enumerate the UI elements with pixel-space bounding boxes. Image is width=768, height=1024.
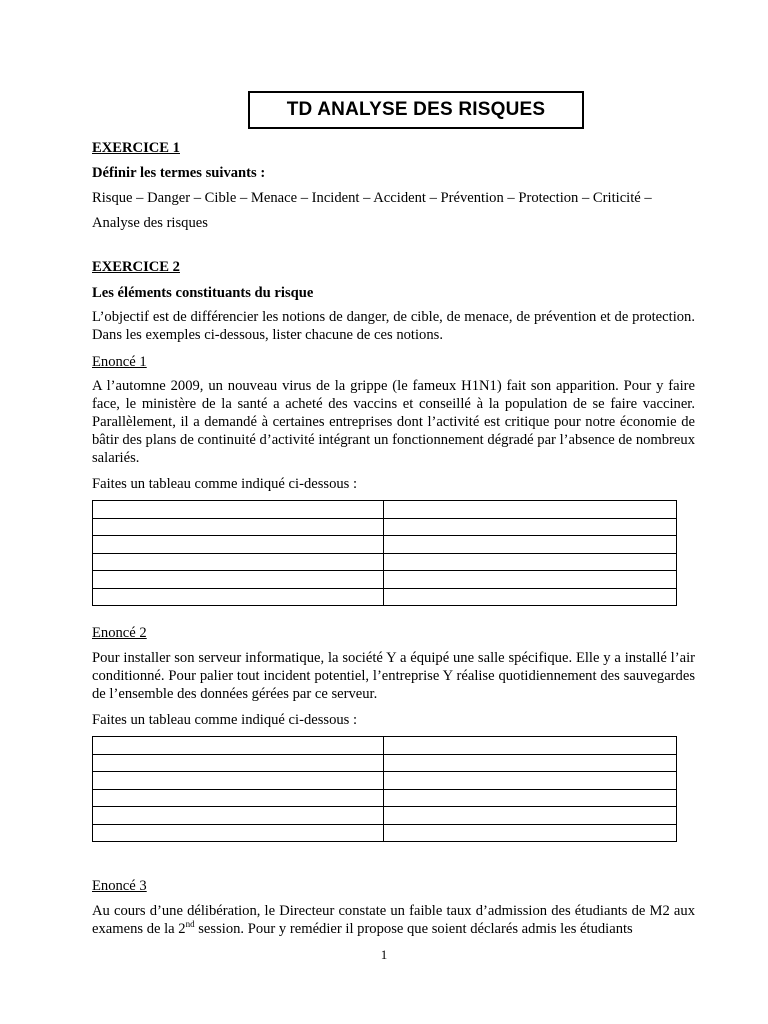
exercise-1-subheading: Définir les termes suivants : (92, 165, 266, 181)
table-cell (93, 536, 384, 554)
table-cell (93, 754, 384, 772)
table-row (93, 772, 677, 790)
table-cell (93, 571, 384, 589)
enonce-2-instruction: Faites un tableau comme indiqué ci-dessous : (92, 712, 358, 728)
table-row (93, 588, 677, 606)
table-row (93, 553, 677, 571)
enonce-2-label: Enoncé 2 (92, 625, 147, 641)
exercise-1-terms-line-1: Risque – Danger – Cible – Menace – Incident – Accident – Prévention – Protection – Criticité – (92, 190, 652, 206)
enonce-1-label: Enoncé 1 (92, 354, 147, 370)
enonce-1-table (92, 500, 677, 606)
table-cell (384, 501, 677, 519)
table-cell (384, 536, 677, 554)
table-cell (384, 807, 677, 825)
enonce-1-text: A l’automne 2009, un nouveau virus de la grippe (le fameux H1N1) fait son apparition. Pour y faire face, le ministère de la santé a acheté des vaccins et conseillé à la population de se faire vacciner. Parallèlement, il a demandé à certaines entreprises dont l’activité est critique pour notre économie de bâtir des plans de continuité d’activité intégrant un fonctionnement dégradé par l’absence de nombreux salariés. (92, 378, 695, 466)
table-cell (93, 588, 384, 606)
enonce-3-text-a: Au cours d’une délibération, le Directeur constate un faible taux d’admission des étudiants de M2 aux examens de la 2 (92, 903, 695, 937)
table-row (93, 571, 677, 589)
table-cell (384, 824, 677, 842)
table-row (93, 737, 677, 755)
enonce-2-text: Pour installer son serveur informatique, la société Y a équipé une salle spécifique. Elle y a installé l’air conditionné. Pour palier tout incident potentiel, l’entreprise Y réalise quotidiennement des sauvegardes de l’ensemble des données gérées par ce serveur. (92, 650, 695, 702)
table-cell (93, 553, 384, 571)
table-cell (384, 737, 677, 755)
table-cell (384, 518, 677, 536)
table-cell (384, 588, 677, 606)
document-title: TD ANALYSE DES RISQUES (248, 91, 584, 129)
table-cell (93, 518, 384, 536)
exercise-2-subheading: Les éléments constituants du risque (92, 285, 314, 301)
exercise-2-heading: EXERCICE 2 (92, 259, 180, 275)
table-cell (93, 807, 384, 825)
table-cell (384, 789, 677, 807)
table-row (93, 807, 677, 825)
table-cell (384, 754, 677, 772)
table-row (93, 518, 677, 536)
enonce-2-table (92, 736, 677, 842)
enonce-3-text-b: session. Pour y remédier il propose que soient déclarés admis les étudiants (194, 921, 633, 937)
table-cell (93, 737, 384, 755)
table-row (93, 501, 677, 519)
exercise-1-terms-line-2: Analyse des risques (92, 215, 208, 231)
enonce-1-instruction: Faites un tableau comme indiqué ci-dessous : (92, 476, 358, 492)
table-row (93, 789, 677, 807)
enonce-3-text (92, 902, 695, 938)
table-cell (93, 824, 384, 842)
page-number: 1 (380, 947, 388, 962)
table-cell (93, 772, 384, 790)
exercise-2-intro: L’objectif est de différencier les notions de danger, de cible, de menace, de prévention et de protection. Dans les exemples ci-dessous, lister chacune de ces notions. (92, 309, 695, 343)
table-row (93, 824, 677, 842)
exercise-1-heading: EXERCICE 1 (92, 140, 180, 156)
table-cell (93, 501, 384, 519)
enonce-3-label: Enoncé 3 (92, 878, 147, 894)
enonce-3-superscript: nd (185, 919, 195, 929)
table-row (93, 754, 677, 772)
table-cell (384, 571, 677, 589)
table-cell (384, 772, 677, 790)
table-row (93, 536, 677, 554)
table-cell (93, 789, 384, 807)
table-cell (384, 553, 677, 571)
